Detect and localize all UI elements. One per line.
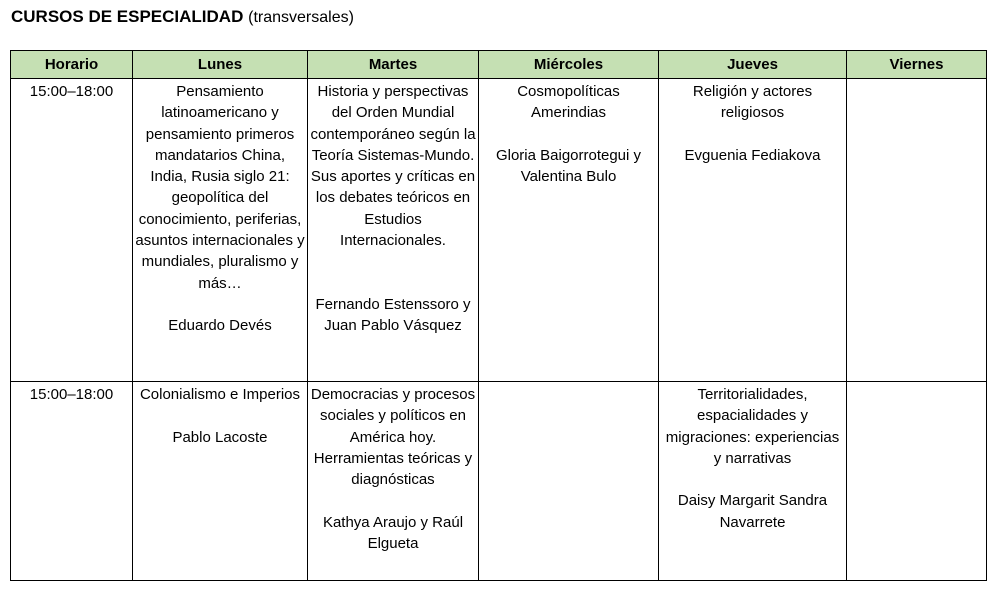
course-title: Cosmopolíticas Amerindias <box>517 83 620 122</box>
table-row <box>11 79 987 382</box>
course-cell-jueves <box>659 382 847 581</box>
column-header-viernes: Viernes <box>847 51 987 79</box>
page-title-sub: (transversales) <box>248 9 354 26</box>
course-title: Pensamiento latinoamericano y pensamiento primeros mandatarios China, India, Rusia siglo 21: geopolítica del conocimiento, periferias, asuntos internacionales y mundiales, pluralismo y más… <box>135 83 305 292</box>
course-instructor: Kathya Araujo y Raúl Elgueta <box>322 513 464 553</box>
column-header-horario: Horario <box>11 51 133 79</box>
page-title-main: CURSOS DE ESPECIALIDAD <box>11 7 244 26</box>
column-header-lunes: Lunes <box>133 51 308 79</box>
course-title: Territorialidades, espacialidades y migraciones: experiencias y narrativas <box>665 386 840 467</box>
column-header-miercoles: Miércoles <box>479 51 659 79</box>
course-cell-jueves <box>659 79 847 382</box>
page-title <box>11 7 354 28</box>
course-cell-martes <box>308 382 479 581</box>
schedule-table <box>10 50 987 581</box>
table-row <box>11 382 987 581</box>
column-header-jueves: Jueves <box>659 51 847 79</box>
time-cell: 15:00–18:00 <box>11 79 133 382</box>
course-title: Historia y perspectivas del Orden Mundial contemporáneo según la Teoría Sistemas-Mundo. Sus aportes y críticas en los debates teóricos en Estudios Internacionales. <box>310 83 476 250</box>
table-header-row <box>11 51 987 79</box>
course-instructor: Pablo Lacoste <box>172 428 268 446</box>
course-cell-miercoles <box>479 79 659 382</box>
course-title: Colonialismo e Imperios <box>139 386 301 403</box>
course-instructor: Gloria Baigorrotegui y Valentina Bulo <box>495 146 642 186</box>
course-title: Religión y actores religiosos <box>692 83 813 122</box>
course-instructor: Eduardo Devés <box>168 317 272 335</box>
course-instructor: Daisy Margarit Sandra Navarrete <box>677 492 828 531</box>
course-cell-miercoles <box>479 382 659 581</box>
course-cell-lunes <box>133 382 308 581</box>
course-instructor: Evguenia Fediakova <box>684 146 821 164</box>
course-cell-lunes <box>133 79 308 382</box>
course-cell-viernes <box>847 79 987 382</box>
course-cell-martes <box>308 79 479 382</box>
course-cell-viernes <box>847 382 987 581</box>
course-title: Democracias y procesos sociales y políticos en América hoy. Herramientas teóricas y diagnósticas <box>310 386 476 489</box>
time-cell: 15:00–18:00 <box>11 382 133 581</box>
column-header-martes: Martes <box>308 51 479 79</box>
course-instructor: Fernando Estenssoro y Juan Pablo Vásquez <box>315 295 471 335</box>
